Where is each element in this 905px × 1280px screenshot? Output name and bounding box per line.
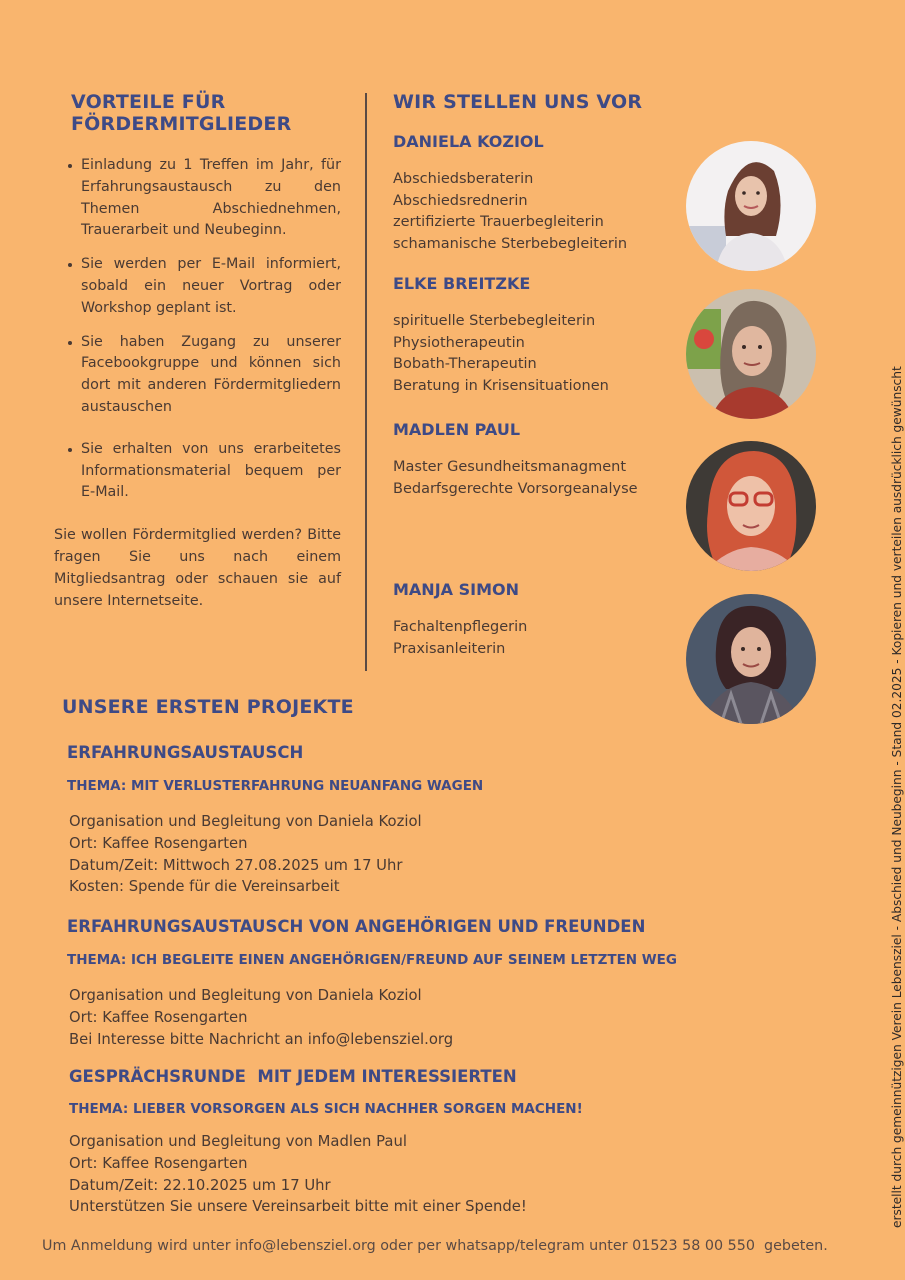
vertical-credit-note: erstellt durch gemeinnützigen Verein Lebensziel - Abschied und Neubeginn - Stand 02.2025 - Kopieren und verteilen ausdrücklich gewünscht	[890, 366, 904, 1228]
benefits-title-line2: FÖRDERMITGLIEDER	[71, 113, 292, 135]
project-detail: Organisation und Begleitung von Daniela Koziol	[69, 987, 422, 1004]
project-detail: Ort: Kaffee Rosengarten	[69, 1154, 248, 1172]
benefit-item: Sie haben Zugang zu unserer Facebookgruppe und können sich dort mit anderen Fördermitgliedern austauschen	[81, 332, 341, 419]
member-name: MADLEN PAUL	[393, 420, 521, 439]
member-role: schamanische Sterbebegleiterin	[393, 236, 628, 253]
member-role: spirituelle Sterbebegleiterin	[393, 313, 596, 329]
member-roles	[393, 311, 683, 398]
project-heading: GESPRÄCHSRUNDE MIT JEDEM INTERESSIERTEN	[69, 1067, 517, 1086]
member-role: Fachaltenpflegerin	[393, 619, 528, 635]
benefits-section	[71, 91, 341, 516]
member-roles	[393, 169, 683, 256]
member-role: Abschiedsrednerin	[393, 192, 528, 209]
benefits-title	[71, 91, 341, 135]
project-theme: THEMA: MIT VERLUSTERFAHRUNG NEUANFANG WAGEN	[67, 778, 484, 794]
member-name: ELKE BREITZKE	[393, 274, 531, 293]
projects-title: UNSERE ERSTEN PROJEKTE	[62, 696, 354, 718]
avatar-madlen-paul	[686, 441, 816, 571]
member-role: Abschiedsberaterin	[393, 171, 534, 187]
member-role: Master Gesundheitsmanagment	[393, 459, 627, 475]
footer-note: Um Anmeldung wird unter info@lebensziel.org oder per whatsapp/telegram unter 01523 58 00 550 gebeten.	[42, 1238, 828, 1254]
team-title: WIR STELLEN UNS VOR	[393, 91, 643, 113]
avatar-daniela-koziol	[686, 141, 816, 271]
join-text: Sie wollen Fördermitglied werden? Bitte fragen Sie uns nach einem Mitgliedsantrag oder schauen sie auf unsere Internetseite.	[54, 527, 341, 609]
benefit-item: Einladung zu 1 Treffen im Jahr, für Erfahrungsaustausch zu den Themen Abschiednehmen, Trauerarbeit und Neubeginn.	[81, 155, 341, 242]
project-detail: Datum/Zeit: Mittwoch 27.08.2025 um 17 Uhr	[69, 856, 403, 874]
benefits-title-line1: VORTEILE FÜR	[71, 91, 226, 113]
project-detail: Organisation und Begleitung von Daniela Koziol	[69, 813, 422, 830]
project-theme: THEMA: LIEBER VORSORGEN ALS SICH NACHHER SORGEN MACHEN!	[69, 1101, 583, 1117]
member-role: Beratung in Krisensituationen	[393, 378, 609, 395]
column-divider	[365, 93, 367, 671]
project-heading: ERFAHRUNGSAUSTAUSCH VON ANGEHÖRIGEN UND FREUNDEN	[67, 917, 646, 936]
project-detail: Ort: Kaffee Rosengarten	[69, 1008, 248, 1026]
member-role: Praxisanleiterin	[393, 640, 506, 657]
member-role: Bobath-Therapeutin	[393, 356, 537, 373]
project-details	[69, 811, 422, 898]
project-details	[69, 985, 453, 1050]
project-detail: Datum/Zeit: 22.10.2025 um 17 Uhr	[69, 1176, 331, 1194]
member-role: Bedarfsgerechte Vorsorgeanalyse	[393, 480, 638, 497]
member-roles	[393, 617, 683, 660]
member-roles	[393, 457, 673, 500]
benefit-item: Sie erhalten von uns erarbeitetes Informationsmaterial bequem per E-Mail.	[81, 439, 341, 504]
member-role: Physiotherapeutin	[393, 334, 525, 351]
benefits-list	[71, 155, 341, 504]
benefit-item: Sie werden per E-Mail informiert, sobald ein neuer Vortrag oder Workshop geplant ist.	[81, 254, 341, 319]
avatar-manja-simon	[686, 594, 816, 724]
member-name: MANJA SIMON	[393, 580, 519, 599]
project-detail: Organisation und Begleitung von Madlen Paul	[69, 1133, 407, 1150]
project-theme: THEMA: ICH BEGLEITE EINEN ANGEHÖRIGEN/FREUND AUF SEINEM LETZTEN WEG	[67, 952, 677, 968]
project-detail: Unterstützen Sie unsere Vereinsarbeit bitte mit einer Spende!	[69, 1198, 527, 1216]
project-detail: Kosten: Spende für die Vereinsarbeit	[69, 878, 340, 896]
member-name: DANIELA KOZIOL	[393, 132, 544, 151]
project-details	[69, 1131, 527, 1218]
project-heading: ERFAHRUNGSAUSTAUSCH	[67, 743, 304, 762]
member-role: zertifizierte Trauerbegleiterin	[393, 214, 604, 231]
project-detail: Ort: Kaffee Rosengarten	[69, 834, 248, 852]
avatar-elke-breitzke	[686, 289, 816, 419]
project-detail: Bei Interesse bitte Nachricht an info@lebensziel.org	[69, 1030, 454, 1048]
